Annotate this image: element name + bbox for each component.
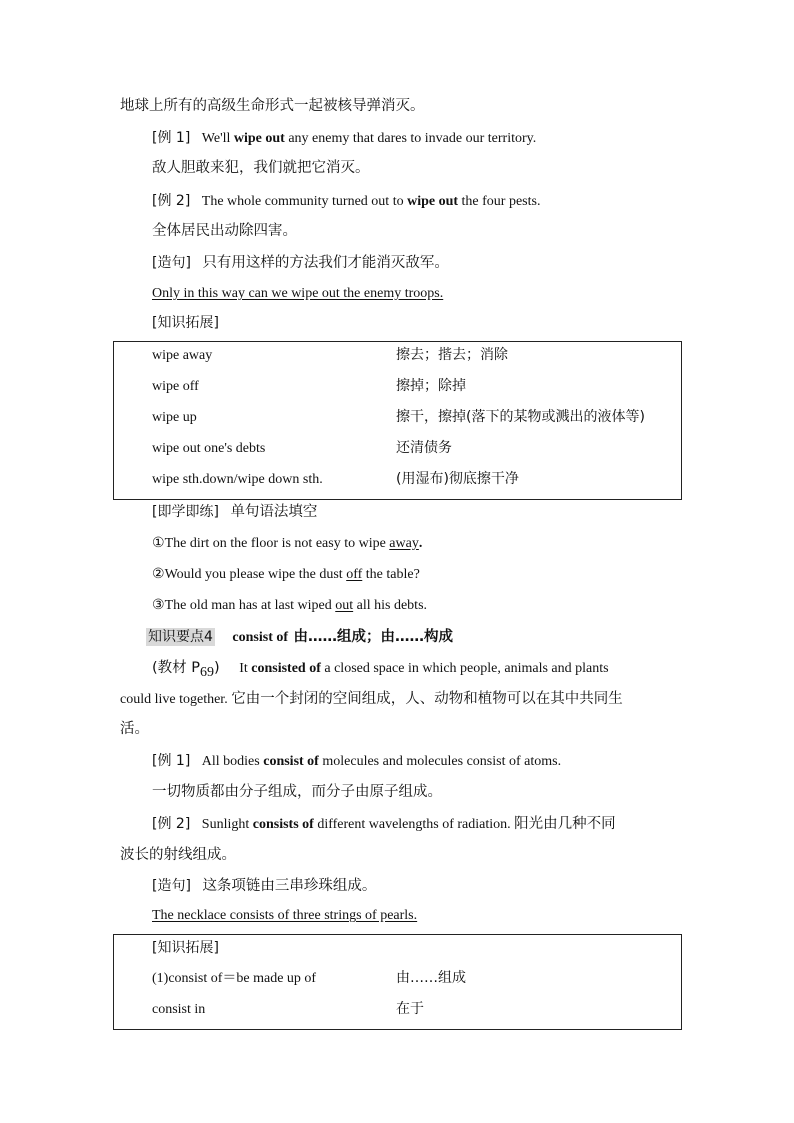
phrase-cn: 还清债务 (396, 440, 452, 456)
textbook-sentence-line2 (120, 689, 623, 710)
sentence-making (152, 876, 376, 897)
zaoju-tag: [造句] (152, 255, 191, 271)
example-2-translation: 全体居民出动除四害。 (152, 223, 297, 239)
zaoju-answer: Only in this way can we wipe out the enemy troops. (152, 286, 444, 301)
knowledge-point-phrase: consist of (232, 630, 289, 645)
key-phrase: consist of (263, 754, 319, 769)
example-text: the four pests. (458, 194, 541, 209)
practice-header (152, 502, 317, 523)
item-text: the table? (362, 567, 420, 582)
phrase-cn: 擦去；揩去；消除 (396, 347, 508, 363)
zaoju-tag: [造句] (152, 878, 191, 894)
knowledge-extension-label: [知识拓展] (152, 940, 219, 956)
phrase-box (113, 341, 682, 500)
textbook-translation: 它由一个封闭的空间组成，人、动物和植物可以在其中共同生 (231, 691, 623, 707)
practice-title: 单句语法填空 (230, 504, 318, 520)
example-text: The whole community turned out to (201, 194, 408, 209)
textbook-ref: ) (214, 660, 220, 676)
example-tag: [例 2] (152, 816, 191, 832)
textbook-text: a closed space in which people, animals and plants (320, 661, 609, 676)
example-tag: [例 1] (152, 753, 191, 769)
phrase-cn: 在于 (396, 1001, 424, 1017)
practice-item (152, 565, 420, 585)
knowledge-point-heading (146, 627, 453, 648)
example-2 (152, 191, 540, 212)
phrase-en: wipe away (152, 348, 213, 363)
key-phrase: consists of (252, 817, 314, 832)
phrase-cn: 擦干，擦掉(落下的某物或溅出的液体等) (396, 409, 645, 425)
key-phrase: wipe out (233, 131, 285, 146)
example-text: different wavelengths of radiation. (313, 817, 511, 832)
item-text: The old man has at last wiped (164, 598, 336, 613)
key-phrase: consisted of (251, 661, 321, 676)
item-answer: away (389, 536, 419, 551)
textbook-text: It (239, 661, 252, 676)
example-1-translation: 一切物质都由分子组成，而分子由原子组成。 (152, 784, 442, 800)
example-1-translation: 敌人胆敢来犯，我们就把它消灭。 (152, 160, 370, 176)
item-answer: out (335, 598, 354, 613)
item-number: ③ (152, 598, 165, 613)
example-2 (152, 814, 616, 835)
example-2-translation-line2: 波长的射线组成。 (120, 847, 236, 863)
zaoju-prompt: 这条项链由三串珍珠组成。 (202, 878, 377, 894)
item-text: Would you please wipe the dust (164, 567, 347, 582)
phrase-cn: 擦掉；除掉 (396, 378, 466, 394)
example-tag: [例 2] (152, 193, 191, 209)
item-number: ② (152, 567, 165, 582)
phrase-en: wipe up (152, 410, 197, 425)
phrase-en: consist in (152, 1002, 206, 1017)
example-text: Sunlight (201, 817, 253, 832)
practice-item (152, 534, 422, 554)
phrase-en: wipe out one's debts (152, 441, 266, 456)
textbook-ref: (教材 P (152, 660, 201, 676)
knowledge-point-label: 知识要点4 (148, 629, 213, 645)
phrase-cn: 由……组成 (396, 970, 466, 986)
zaoju-answer: The necklace consists of three strings of pearls. (152, 908, 418, 923)
phrase-cn: (用湿布)彻底擦干净 (396, 471, 519, 487)
intro-line: 地球上所有的高级生命形式一起被核导弹消灭。 (120, 98, 425, 114)
example-text: molecules and molecules consist of atoms. (318, 754, 562, 769)
zaoju-prompt: 只有用这样的方法我们才能消灭敌军。 (202, 255, 449, 271)
textbook-text: could live together. (120, 692, 228, 707)
phrase-en: wipe off (152, 379, 199, 394)
knowledge-extension-label: [知识拓展] (152, 315, 219, 331)
textbook-page: 69 (200, 664, 215, 680)
phrase-box (113, 934, 682, 1030)
textbook-sentence-line3: 活。 (120, 721, 149, 737)
item-text: The dirt on the floor is not easy to wipe (164, 536, 390, 551)
sentence-making (152, 253, 449, 274)
knowledge-point-meaning: 由……组成；由……构成 (293, 629, 454, 645)
example-tag: [例 1] (152, 130, 191, 146)
example-translation: 阳光由几种不同 (514, 816, 616, 832)
example-text: any enemy that dares to invade our territory. (284, 131, 537, 146)
example-text: All bodies (201, 754, 264, 769)
item-text: all his debts. (353, 598, 428, 613)
phrase-en: wipe sth.down/wipe down sth. (152, 472, 323, 487)
example-1 (152, 751, 561, 772)
key-phrase: wipe out (407, 194, 459, 209)
phrase-en: (1)consist of＝be made up of (152, 971, 317, 986)
practice-tag: [即学即练] (152, 504, 219, 520)
example-1 (152, 128, 536, 149)
practice-item (152, 596, 427, 616)
example-text: We'll (201, 131, 234, 146)
item-text: . (418, 536, 423, 551)
item-number: ① (152, 536, 165, 551)
item-answer: off (346, 567, 363, 582)
textbook-sentence (152, 658, 609, 683)
